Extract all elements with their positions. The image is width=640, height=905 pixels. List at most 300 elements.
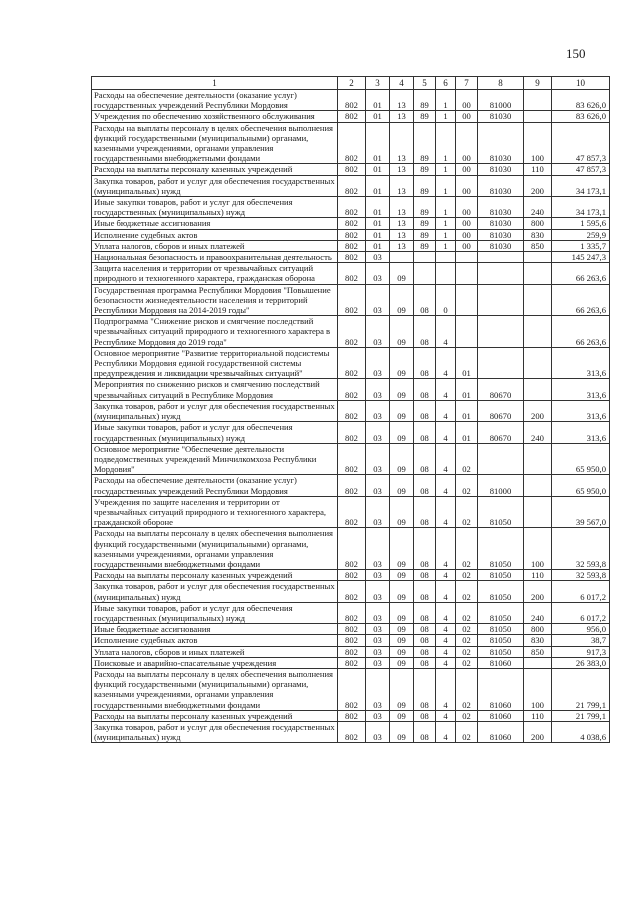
direction-cell: 81030 (478, 122, 524, 164)
table-header-row (92, 77, 610, 90)
activity-cell: 02 (456, 443, 478, 475)
amount-cell: 34 173,1 (552, 175, 610, 196)
table-row (92, 496, 610, 528)
direction-cell: 81030 (478, 240, 524, 251)
subprogram-cell: 4 (436, 400, 456, 421)
admin-code-cell: 802 (338, 668, 366, 710)
program-cell: 08 (414, 475, 436, 496)
admin-code-cell: 802 (338, 721, 366, 742)
admin-code-cell: 802 (338, 240, 366, 251)
subsection-cell: 09 (390, 581, 414, 602)
subsection-cell: 13 (390, 175, 414, 196)
row-name-cell: Закупка товаров, работ и услуг для обеспечения государственных (муниципальных) нужд (92, 581, 338, 602)
expense-type-cell: 200 (524, 175, 552, 196)
expense-type-cell: 100 (524, 668, 552, 710)
direction-cell: 81050 (478, 624, 524, 635)
expense-type-cell: 200 (524, 581, 552, 602)
subsection-cell: 09 (390, 379, 414, 400)
program-cell: 89 (414, 229, 436, 240)
direction-cell: 81060 (478, 657, 524, 668)
section-cell: 03 (366, 657, 390, 668)
subprogram-cell: 4 (436, 496, 456, 528)
program-cell: 89 (414, 90, 436, 111)
subsection-cell: 09 (390, 347, 414, 379)
expense-type-cell: 200 (524, 721, 552, 742)
activity-cell: 01 (456, 347, 478, 379)
activity-cell (456, 284, 478, 316)
subprogram-cell (436, 252, 456, 263)
activity-cell: 00 (456, 240, 478, 251)
expense-type-cell (524, 316, 552, 348)
row-name-cell: Иные закупки товаров, работ и услуг для обеспечения государственных (муниципальных) нужд (92, 422, 338, 443)
subprogram-cell: 4 (436, 624, 456, 635)
table-row (92, 624, 610, 635)
table-row (92, 668, 610, 710)
admin-code-cell: 802 (338, 475, 366, 496)
activity-cell: 02 (456, 710, 478, 721)
admin-code-cell: 802 (338, 400, 366, 421)
table-row (92, 197, 610, 218)
amount-cell: 32 593,8 (552, 570, 610, 581)
admin-code-cell: 802 (338, 111, 366, 122)
subsection-cell: 09 (390, 422, 414, 443)
section-cell: 03 (366, 316, 390, 348)
expense-type-cell (524, 90, 552, 111)
table-row (92, 240, 610, 251)
amount-cell: 145 247,3 (552, 252, 610, 263)
activity-cell: 02 (456, 635, 478, 646)
row-name-cell: Подпрограмма "Снижение рисков и смягчение последствий чрезвычайных ситуаций природного и техногенного характера в Республике Мордовия до 2019 года" (92, 316, 338, 348)
row-name-cell: Расходы на выплаты персоналу казенных учреждений (92, 570, 338, 581)
direction-cell: 81060 (478, 710, 524, 721)
activity-cell: 00 (456, 164, 478, 175)
table-row (92, 657, 610, 668)
section-cell: 03 (366, 646, 390, 657)
subsection-cell: 13 (390, 218, 414, 229)
section-cell: 03 (366, 721, 390, 742)
amount-cell: 4 038,6 (552, 721, 610, 742)
subprogram-cell: 4 (436, 581, 456, 602)
subsection-cell: 09 (390, 570, 414, 581)
activity-cell: 00 (456, 122, 478, 164)
subprogram-cell: 4 (436, 347, 456, 379)
section-cell: 03 (366, 635, 390, 646)
section-cell: 03 (366, 581, 390, 602)
program-cell: 08 (414, 379, 436, 400)
row-name-cell: Расходы на выплаты персоналу в целях обеспечения выполнения функций государственными (муниципальными) органами, казенными учреждениями, органами управления государственными внебюджетными фондами (92, 528, 338, 570)
activity-cell: 02 (456, 668, 478, 710)
direction-cell: 81050 (478, 602, 524, 623)
expense-type-cell (524, 496, 552, 528)
section-cell: 01 (366, 164, 390, 175)
section-cell: 03 (366, 284, 390, 316)
amount-cell: 21 799,1 (552, 668, 610, 710)
row-name-cell: Основное мероприятие "Обеспечение деятельности подведомственных учреждений Минчилкомхоза Республики Мордовия" (92, 443, 338, 475)
program-cell: 08 (414, 657, 436, 668)
admin-code-cell: 802 (338, 422, 366, 443)
activity-cell: 02 (456, 624, 478, 635)
subsection-cell: 13 (390, 197, 414, 218)
subsection-cell: 09 (390, 316, 414, 348)
subsection-cell: 09 (390, 657, 414, 668)
table-row (92, 284, 610, 316)
subsection-cell: 09 (390, 721, 414, 742)
direction-cell (478, 316, 524, 348)
expense-type-cell: 850 (524, 646, 552, 657)
amount-cell: 65 950,0 (552, 443, 610, 475)
row-name-cell: Расходы на выплаты персоналу казенных учреждений (92, 710, 338, 721)
direction-cell: 81050 (478, 635, 524, 646)
expense-type-cell (524, 443, 552, 475)
row-name-cell: Расходы на обеспечение деятельности (оказание услуг) государственных учреждений Республики Мордовия (92, 475, 338, 496)
expense-type-cell: 110 (524, 164, 552, 175)
program-cell (414, 252, 436, 263)
activity-cell: 02 (456, 528, 478, 570)
row-name-cell: Иные закупки товаров, работ и услуг для обеспечения государственных (муниципальных) нужд (92, 602, 338, 623)
subsection-cell: 09 (390, 710, 414, 721)
subprogram-cell: 4 (436, 602, 456, 623)
section-cell: 01 (366, 90, 390, 111)
activity-cell: 02 (456, 581, 478, 602)
program-cell: 08 (414, 443, 436, 475)
header-cell: 7 (456, 77, 478, 90)
header-cell: 8 (478, 77, 524, 90)
admin-code-cell: 802 (338, 252, 366, 263)
amount-cell: 47 857,3 (552, 164, 610, 175)
row-name-cell: Иные бюджетные ассигнования (92, 218, 338, 229)
amount-cell: 83 626,0 (552, 111, 610, 122)
program-cell: 08 (414, 668, 436, 710)
table-row (92, 646, 610, 657)
header-cell: 10 (552, 77, 610, 90)
amount-cell: 6 017,2 (552, 581, 610, 602)
amount-cell: 39 567,0 (552, 496, 610, 528)
table-row (92, 316, 610, 348)
amount-cell: 66 263,6 (552, 263, 610, 284)
direction-cell: 81050 (478, 646, 524, 657)
section-cell: 03 (366, 496, 390, 528)
amount-cell: 21 799,1 (552, 710, 610, 721)
table-row (92, 90, 610, 111)
activity-cell (456, 252, 478, 263)
amount-cell: 917,3 (552, 646, 610, 657)
expense-type-cell (524, 657, 552, 668)
header-cell: 2 (338, 77, 366, 90)
expense-type-cell: 200 (524, 400, 552, 421)
subprogram-cell: 4 (436, 668, 456, 710)
activity-cell: 02 (456, 646, 478, 657)
program-cell: 08 (414, 347, 436, 379)
amount-cell: 32 593,8 (552, 528, 610, 570)
subsection-cell: 09 (390, 528, 414, 570)
row-name-cell: Учреждения по защите населения и территории от чрезвычайных ситуаций природного и техногенного характера, гражданской обороне (92, 496, 338, 528)
expense-type-cell (524, 263, 552, 284)
row-name-cell: Уплата налогов, сборов и иных платежей (92, 646, 338, 657)
section-cell: 03 (366, 528, 390, 570)
header-cell: 4 (390, 77, 414, 90)
admin-code-cell: 802 (338, 624, 366, 635)
direction-cell: 81060 (478, 721, 524, 742)
activity-cell: 00 (456, 218, 478, 229)
row-name-cell: Защита населения и территории от чрезвычайных ситуаций природного и техногенного характера, гражданская оборона (92, 263, 338, 284)
program-cell: 89 (414, 164, 436, 175)
amount-cell: 47 857,3 (552, 122, 610, 164)
table-row (92, 528, 610, 570)
admin-code-cell: 802 (338, 90, 366, 111)
table-row (92, 570, 610, 581)
expense-type-cell: 240 (524, 197, 552, 218)
program-cell: 89 (414, 111, 436, 122)
section-cell: 03 (366, 347, 390, 379)
row-name-cell: Расходы на обеспечение деятельности (оказание услуг) государственных учреждений Республики Мордовия (92, 90, 338, 111)
section-cell: 01 (366, 175, 390, 196)
activity-cell (456, 263, 478, 284)
table-row (92, 475, 610, 496)
section-cell: 01 (366, 122, 390, 164)
program-cell: 08 (414, 422, 436, 443)
subsection-cell: 09 (390, 475, 414, 496)
row-name-cell: Иные бюджетные ассигнования (92, 624, 338, 635)
direction-cell: 80670 (478, 379, 524, 400)
amount-cell: 66 263,6 (552, 284, 610, 316)
expense-type-cell: 240 (524, 602, 552, 623)
subprogram-cell: 4 (436, 379, 456, 400)
expense-type-cell: 100 (524, 122, 552, 164)
direction-cell: 81030 (478, 175, 524, 196)
activity-cell: 00 (456, 111, 478, 122)
activity-cell: 01 (456, 400, 478, 421)
amount-cell: 313,6 (552, 422, 610, 443)
table-row (92, 635, 610, 646)
row-name-cell: Учреждения по обеспечению хозяйственного обслуживания (92, 111, 338, 122)
section-cell: 03 (366, 710, 390, 721)
page-number: 150 (566, 46, 586, 61)
expense-type-cell: 240 (524, 422, 552, 443)
direction-cell (478, 347, 524, 379)
section-cell: 01 (366, 218, 390, 229)
activity-cell: 00 (456, 90, 478, 111)
program-cell: 08 (414, 721, 436, 742)
amount-cell: 65 950,0 (552, 475, 610, 496)
expense-type-cell: 830 (524, 635, 552, 646)
header-cell: 9 (524, 77, 552, 90)
subsection-cell: 09 (390, 263, 414, 284)
direction-cell: 81000 (478, 90, 524, 111)
direction-cell (478, 443, 524, 475)
amount-cell: 313,6 (552, 379, 610, 400)
table-row (92, 164, 610, 175)
activity-cell: 00 (456, 229, 478, 240)
subprogram-cell: 4 (436, 475, 456, 496)
activity-cell: 00 (456, 175, 478, 196)
admin-code-cell: 802 (338, 229, 366, 240)
expense-type-cell: 110 (524, 570, 552, 581)
section-cell: 03 (366, 443, 390, 475)
program-cell: 08 (414, 316, 436, 348)
subprogram-cell: 1 (436, 240, 456, 251)
table-row (92, 710, 610, 721)
row-name-cell: Уплата налогов, сборов и иных платежей (92, 240, 338, 251)
subprogram-cell: 4 (436, 528, 456, 570)
expense-type-cell (524, 347, 552, 379)
program-cell: 89 (414, 240, 436, 251)
table-row (92, 263, 610, 284)
direction-cell: 81030 (478, 218, 524, 229)
section-cell: 01 (366, 240, 390, 251)
admin-code-cell: 802 (338, 710, 366, 721)
admin-code-cell: 802 (338, 122, 366, 164)
subprogram-cell: 1 (436, 164, 456, 175)
expense-type-cell: 830 (524, 229, 552, 240)
subsection-cell (390, 252, 414, 263)
amount-cell: 313,6 (552, 347, 610, 379)
activity-cell: 02 (456, 475, 478, 496)
activity-cell: 02 (456, 570, 478, 581)
subsection-cell: 09 (390, 284, 414, 316)
subsection-cell: 09 (390, 400, 414, 421)
expense-type-cell (524, 111, 552, 122)
row-name-cell: Государственная программа Республики Мордовия "Повышение безопасности жизнедеятельности населения и территорий Республики Мордовия на 2014-2019 годы" (92, 284, 338, 316)
program-cell: 89 (414, 197, 436, 218)
admin-code-cell: 802 (338, 496, 366, 528)
subprogram-cell: 4 (436, 646, 456, 657)
amount-cell: 38,7 (552, 635, 610, 646)
subsection-cell: 09 (390, 646, 414, 657)
subprogram-cell: 1 (436, 122, 456, 164)
admin-code-cell: 802 (338, 197, 366, 218)
admin-code-cell: 802 (338, 570, 366, 581)
subprogram-cell: 4 (436, 316, 456, 348)
amount-cell: 956,0 (552, 624, 610, 635)
header-cell: 5 (414, 77, 436, 90)
amount-cell: 83 626,0 (552, 90, 610, 111)
row-name-cell: Основное мероприятие "Развитие территориальной подсистемы Республики Мордовия единой государственной системы предупреждения и ликвидации чрезвычайных ситуаций" (92, 347, 338, 379)
table-row (92, 252, 610, 263)
amount-cell: 34 173,1 (552, 197, 610, 218)
amount-cell: 1 595,6 (552, 218, 610, 229)
section-cell: 03 (366, 400, 390, 421)
table-row (92, 422, 610, 443)
amount-cell: 66 263,6 (552, 316, 610, 348)
table-row (92, 443, 610, 475)
admin-code-cell: 802 (338, 646, 366, 657)
row-name-cell: Национальная безопасность и правоохранительная деятельность (92, 252, 338, 263)
expense-type-cell: 800 (524, 624, 552, 635)
subprogram-cell: 0 (436, 284, 456, 316)
subsection-cell: 09 (390, 602, 414, 623)
expense-type-cell (524, 379, 552, 400)
admin-code-cell: 802 (338, 347, 366, 379)
direction-cell: 81060 (478, 668, 524, 710)
subsection-cell: 13 (390, 111, 414, 122)
direction-cell: 81050 (478, 528, 524, 570)
row-name-cell: Иные закупки товаров, работ и услуг для обеспечения государственных (муниципальных) нужд (92, 197, 338, 218)
header-cell: 6 (436, 77, 456, 90)
amount-cell: 26 383,0 (552, 657, 610, 668)
program-cell: 89 (414, 175, 436, 196)
table-row (92, 218, 610, 229)
section-cell: 03 (366, 252, 390, 263)
direction-cell: 80670 (478, 422, 524, 443)
activity-cell (456, 316, 478, 348)
amount-cell: 313,6 (552, 400, 610, 421)
section-cell: 03 (366, 263, 390, 284)
section-cell: 03 (366, 668, 390, 710)
program-cell: 08 (414, 602, 436, 623)
subprogram-cell: 1 (436, 175, 456, 196)
table-row (92, 175, 610, 196)
subprogram-cell: 4 (436, 570, 456, 581)
table-row (92, 122, 610, 164)
admin-code-cell: 802 (338, 528, 366, 570)
subprogram-cell: 4 (436, 710, 456, 721)
admin-code-cell: 802 (338, 284, 366, 316)
row-name-cell: Закупка товаров, работ и услуг для обеспечения государственных (муниципальных) нужд (92, 175, 338, 196)
subsection-cell: 13 (390, 90, 414, 111)
table-row (92, 721, 610, 742)
subsection-cell: 09 (390, 635, 414, 646)
table-row (92, 111, 610, 122)
subsection-cell: 13 (390, 164, 414, 175)
program-cell: 08 (414, 646, 436, 657)
program-cell: 08 (414, 624, 436, 635)
admin-code-cell: 802 (338, 581, 366, 602)
direction-cell: 81050 (478, 496, 524, 528)
activity-cell: 02 (456, 496, 478, 528)
table-row (92, 347, 610, 379)
subprogram-cell: 4 (436, 721, 456, 742)
row-name-cell: Исполнение судебных актов (92, 229, 338, 240)
budget-table (91, 76, 610, 743)
subprogram-cell: 1 (436, 218, 456, 229)
subsection-cell: 09 (390, 624, 414, 635)
direction-cell (478, 252, 524, 263)
subprogram-cell: 1 (436, 229, 456, 240)
direction-cell: 81000 (478, 475, 524, 496)
row-name-cell: Мероприятия по снижению рисков и смягчению последствий чрезвычайных ситуаций в Республике Мордовия (92, 379, 338, 400)
admin-code-cell: 802 (338, 263, 366, 284)
section-cell: 01 (366, 229, 390, 240)
subprogram-cell: 1 (436, 111, 456, 122)
subprogram-cell (436, 263, 456, 284)
admin-code-cell: 802 (338, 218, 366, 229)
expense-type-cell: 850 (524, 240, 552, 251)
section-cell: 01 (366, 197, 390, 218)
admin-code-cell: 802 (338, 316, 366, 348)
subprogram-cell: 4 (436, 443, 456, 475)
program-cell: 08 (414, 635, 436, 646)
section-cell: 03 (366, 379, 390, 400)
admin-code-cell: 802 (338, 657, 366, 668)
table-row (92, 400, 610, 421)
row-name-cell: Поисковые и аварийно-спасательные учреждения (92, 657, 338, 668)
table-row (92, 581, 610, 602)
program-cell: 08 (414, 400, 436, 421)
subsection-cell: 09 (390, 496, 414, 528)
section-cell: 01 (366, 111, 390, 122)
activity-cell: 02 (456, 602, 478, 623)
activity-cell: 02 (456, 657, 478, 668)
subsection-cell: 13 (390, 229, 414, 240)
expense-type-cell (524, 252, 552, 263)
admin-code-cell: 802 (338, 175, 366, 196)
program-cell: 08 (414, 581, 436, 602)
amount-cell: 259,9 (552, 229, 610, 240)
subprogram-cell: 1 (436, 197, 456, 218)
expense-type-cell: 110 (524, 710, 552, 721)
section-cell: 03 (366, 570, 390, 581)
program-cell: 08 (414, 710, 436, 721)
